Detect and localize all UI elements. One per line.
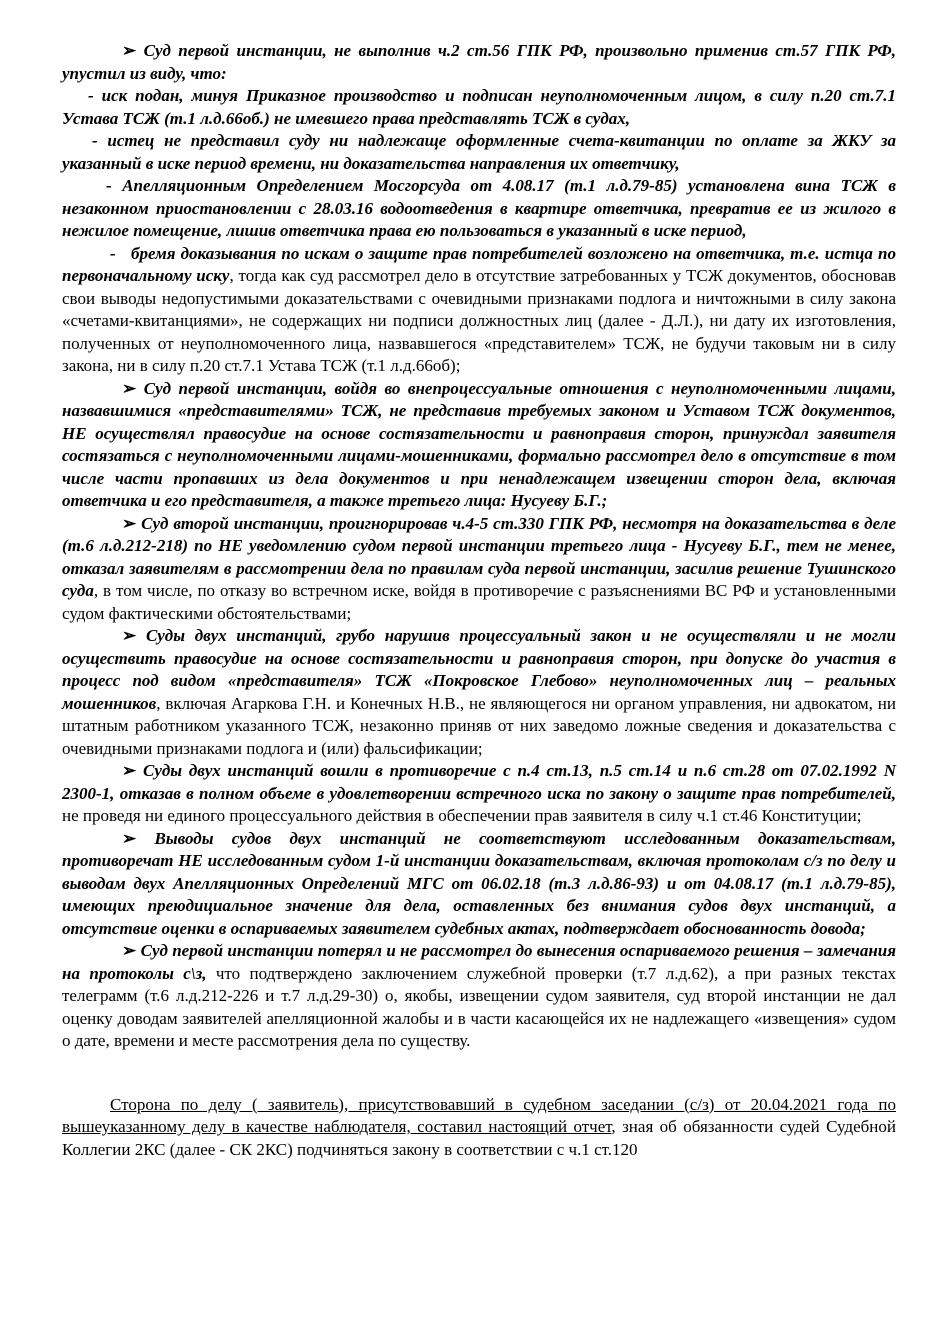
paragraph-text: Суд первой инстанции, не выполнив ч.2 ст.56 ГПК РФ, произвольно применив ст.57 ГПК РФ, упустил из виду, что: xyxy=(62,41,897,83)
arrow-bullet-icon: ➢ xyxy=(122,378,137,398)
document-page xyxy=(62,40,896,1161)
paragraph-two-instances-violation xyxy=(62,625,896,760)
arrow-bullet-icon: ➢ xyxy=(122,761,137,780)
dash-marker: - xyxy=(88,86,94,105)
paragraph-first-instance-relations xyxy=(62,378,896,513)
paragraph-first-instance-intro xyxy=(62,40,896,85)
paragraph-text: Апелляционным Определением Мосгорсуда от 4.08.17 (т.1 л.д.79-85) установлена вина ТСЖ в незаконном приостановлении с 28.03.16 водоотведения в квартире ответчика, превратив ее из жилого в нежилое помещение, лишив ответчика права ею пользоваться в указанный в иске период, xyxy=(62,176,896,240)
paragraph-text: , включая Агаркова Г.Н. и Конечных Н.В., не являющегося ни органом управления, ни адвокатом, ни штатным работником указанного ТСЖ, незаконно приняв от них заведомо ложные сведения и доказательства с очевидными признаками подлога и (или) фальсификации; xyxy=(62,693,896,758)
paragraph-bold-text: Суд второй инстанции, проигнорировав ч.4-5 ст.330 ГПК РФ, несмотря на доказательства в деле (т.6 л.д.212-218) по НЕ уведомлению судом первой инстанции третьего лица - Нусуеву Б.Г., тем не менее, отказал заявителям в рассмотрении дела по правилам суда первой инстанции, засилив решение Тушинского суда xyxy=(62,513,896,600)
paragraph-text: не проведя ни единого процессуального действия в обеспечении прав заявителя в силу ч.1 ст.46 Конституции; xyxy=(62,806,862,825)
paragraph-report-statement xyxy=(62,1094,896,1162)
paragraph-plaintiff-no-invoices xyxy=(62,130,896,175)
paragraph-second-instance xyxy=(62,513,896,626)
paragraph-lost-remarks xyxy=(62,940,896,1053)
paragraph-bold-text: бремя доказывания по искам о защите прав потребителей возложено на ответчика, т.е. истца по первоначальному иску xyxy=(62,243,896,285)
paragraph-text: Суд первой инстанции, войдя во внепроцессуальные отношения с неуполномоченными лицами, назвавшимися «представителями» ТСЖ, не представив требуемых законом и Уставом ТСЖ документов, НЕ осуществлял правосудие на основе состязательности и равноправия сторон, принуждал заявителя состязаться с неуполномоченными лицами-мошенниками, формально рассмотрел дело в отсутствие в том числе части пропавших из дела документов и при ненадлежащем извещении сторон дела, включая ответчика и его представителя, а также третьего лица: Нусуеву Б.Г.; xyxy=(62,378,897,510)
paragraph-text: , в том числе, по отказу во встречном иске, войдя в противоречие с разъяснениями ВС РФ и установленными судом фактическими обстоятельствами; xyxy=(62,581,896,623)
paragraph-text: иск подан, минуя Приказное производство и подписан неуполномоченным лицом, в силу п.20 ст.7.1 Устава ТСЖ (т.1 л.д.66об.) не имевшего права представлять ТСЖ в судах, xyxy=(62,86,896,128)
arrow-bullet-icon: ➢ xyxy=(122,941,137,960)
paragraph-burden-of-proof xyxy=(62,243,896,378)
dash-marker: - xyxy=(92,131,98,150)
arrow-bullet-icon: ➢ xyxy=(122,513,137,533)
paragraph-text: что подтверждено заключением служебной проверки (т.7 л.д.62), а при разных текстах телеграмм (т.6 л.д.212-226 и т.7 л.д.29-30) о, якобы, извещении судом заявителя, суд второй инстанции не дал оценку доводам заявителей апелляционной жалобы и в части касающейся их не надлежащего «извещения» судом о дате, времени и месте рассмотрения дела по существу. xyxy=(62,963,896,1050)
paragraph-text: истец не представил суду ни надлежаще оформленные счета-квитанции по оплате за ЖКУ за указанный в иске период времени, ни доказательства направления их ответчику, xyxy=(62,131,896,173)
paragraph-text: Выводы судов двух инстанций не соответствуют исследованным доказательствам, противоречат НЕ исследованным судом 1-й инстанции доказательствам, включая протоколам с/з по делу и выводам двух Апелляционных Определений МГС от 06.02.18 (т.3 л.д.86-93) и от 04.08.17 (т.1 л.д.79-85), имеющих преюдициальное значение для дела, оставленных без внимания судов двух инстанций, а отсутствие оценки в оспариваемых заявителем судебных актах, подтверждает обоснованность довода; xyxy=(62,828,897,938)
arrow-bullet-icon: ➢ xyxy=(122,626,137,645)
underlined-text: Сторона по делу ( заявитель), присутствовавший в судебном заседании (с/з) от 20.04.2021 года по вышеуказанному делу в качестве наблюдателя, составил настоящий отчет xyxy=(62,1094,896,1136)
paragraph-two-instances-contradiction xyxy=(62,760,896,828)
dash-marker: - xyxy=(110,243,116,263)
dash-marker: - xyxy=(106,176,112,195)
arrow-bullet-icon: ➢ xyxy=(122,828,137,848)
paragraph-spacer xyxy=(62,1053,896,1094)
paragraph-text: , тогда как суд рассмотрел дело в отсутствие затребованных у ТСЖ документов, обосновав свои выводы недопустимыми доказательствами с очевидными признаками подлога и ничтожными в силу закона «счетами-квитанциями», не содержащих ни подписи должностных лиц (далее - Д.Л.), ни дату их изготовления, полученных от неуполномоченного лица, назвавшегося «представителем» ТСЖ, не будучи таковым ни в силу закона, ни в силу п.20 ст.7.1 Устава ТСЖ (т.1 л.д.66об); xyxy=(62,266,897,375)
paragraph-bold-text: Суды двух инстанций вошли в противоречие с п.4 ст.13, п.5 ст.14 и п.6 ст.28 от 07.02.1992 N 2300-1, отказав в полном объеме в удовлетворении встречного иска по закону о защите прав потребителей, xyxy=(62,761,896,803)
paragraph-bold-text: Суды двух инстанций, грубо нарушив процессуальный закон и не осуществляли и не могли осуществить правосудие на основе состязательности и равноправия сторон, при допуске до участия в процесс под видом «представителя» ТСЖ «Покровское Глебово» неуполномоченных лиц – реальных мошенников xyxy=(62,626,896,713)
paragraph-text: , зная об обязанности судей Судебной Коллегии 2КС (далее - СК 2КС) подчиняться закону в соответствии с ч.1 ст.120 xyxy=(62,1117,896,1159)
paragraph-bold-text: Суд первой инстанции потерял и не рассмотрел до вынесения оспариваемого решения – замечания на протоколы с\з, xyxy=(62,941,897,983)
paragraph-appeal-ruling xyxy=(62,175,896,243)
paragraph-conclusions-mismatch xyxy=(62,828,896,941)
paragraph-claim-filed xyxy=(62,85,896,130)
arrow-bullet-icon: ➢ xyxy=(122,41,137,60)
